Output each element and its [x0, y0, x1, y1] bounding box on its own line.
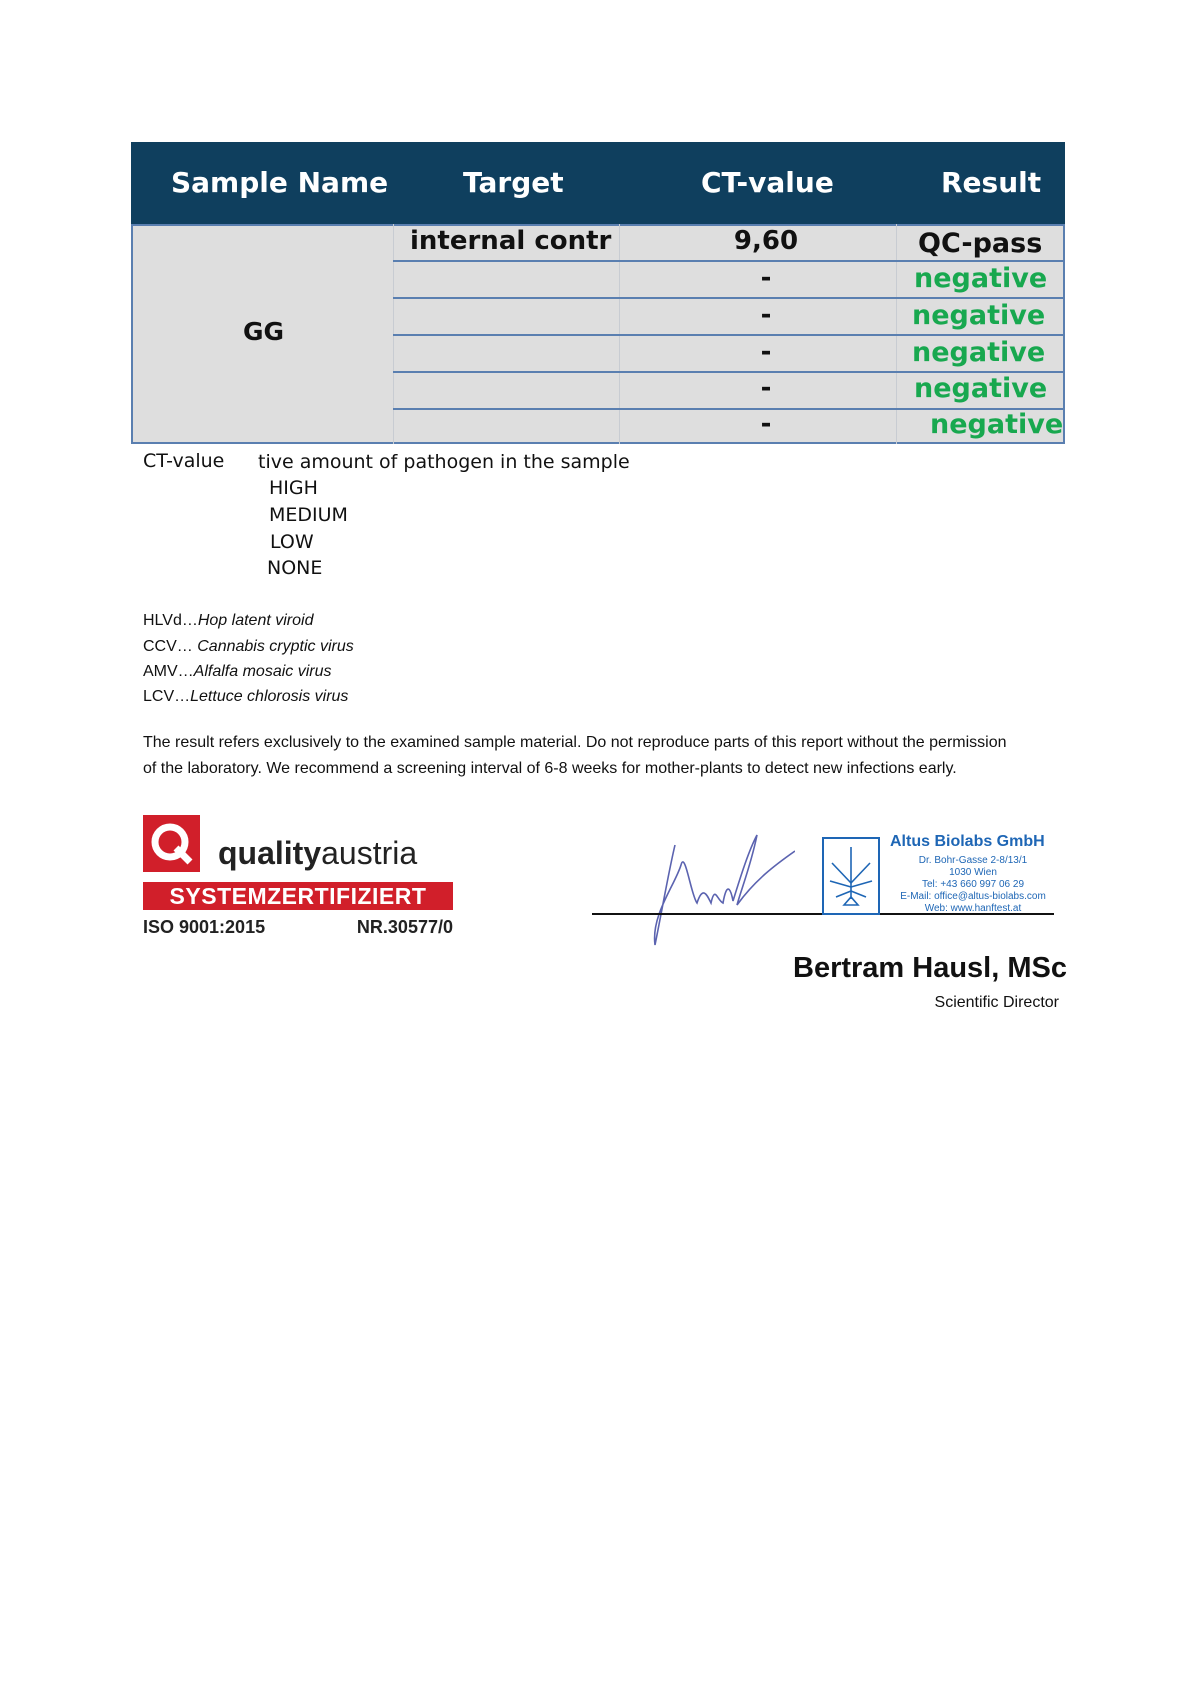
company-stamp — [822, 833, 1062, 921]
stamp-tel: Tel: +43 660 997 06 29 — [921, 879, 1025, 890]
disclaimer-line-2: of the laboratory. We recommend a screening interval of 6-8 weeks for mother-plants to detect new infections early. — [143, 760, 957, 777]
disclaimer — [143, 730, 1083, 782]
signatory-title: Scientific Director — [934, 994, 1059, 1011]
header-target: Target — [463, 166, 564, 199]
results-table — [131, 142, 1065, 444]
virus-item: AMV…Alfalfa mosaic virus — [143, 663, 332, 680]
certificate-number: NR.30577/0 — [356, 917, 453, 937]
row-1-ct: 9,60 — [733, 226, 799, 256]
disclaimer-line-1: The result refers exclusively to the examined sample material. Do not reproduce parts of this report without the permission — [143, 734, 1007, 751]
virus-item: HLVd…Hop latent viroid — [143, 612, 314, 629]
legend-level-none: NONE — [267, 557, 323, 579]
virus-item: LCV…Lettuce chlorosis virus — [143, 688, 349, 705]
stamp-city: 1030 Wien — [949, 867, 997, 878]
row-3-ct: - — [760, 300, 772, 330]
legend-level-low: LOW — [270, 531, 314, 553]
iso-standard: ISO 9001:2015 — [143, 917, 266, 937]
stamp-company: Altus Biolabs GmbH — [890, 833, 1045, 850]
row-4-result: negative — [912, 337, 1046, 368]
row-4-ct: - — [760, 337, 772, 367]
virus-item: CCV… Cannabis cryptic virus — [143, 638, 354, 655]
row-6-result: negative — [930, 409, 1064, 440]
header-ct-value: CT-value — [701, 166, 834, 199]
quality-austria-logo — [143, 815, 455, 937]
stamp-web: Web: www.hanftest.at — [924, 903, 1022, 914]
signature-image — [645, 825, 795, 950]
row-1-result: QC-pass — [918, 228, 1043, 259]
legend-level-medium: MEDIUM — [269, 504, 348, 526]
quality-austria-wordmark: qualityaustria — [218, 835, 418, 871]
row-5-ct: - — [760, 373, 772, 403]
legend-level-high: HIGH — [269, 477, 318, 499]
system-certified-band: SYSTEMZERTIFIZIERT — [143, 882, 453, 910]
cannabis-leaf-icon — [822, 837, 880, 915]
legend-label: CT-value — [143, 450, 225, 472]
row-5-result: negative — [914, 373, 1048, 404]
row-2-ct: - — [760, 263, 772, 293]
signatory-name: Bertram Hausl, MSc — [793, 952, 1067, 984]
row-1-target: internal contr — [410, 226, 612, 256]
row-3-result: negative — [912, 300, 1046, 331]
sample-name-cell: GG — [243, 317, 285, 346]
header-sample-name: Sample Name — [171, 166, 389, 199]
stamp-email: E-Mail: office@altus-biolabs.com — [900, 891, 1046, 902]
row-2-result: negative — [914, 263, 1048, 294]
legend-description: tive amount of pathogen in the sample — [258, 451, 630, 473]
q-logo-icon — [143, 815, 200, 872]
stamp-street: Dr. Bohr-Gasse 2-8/13/1 — [918, 855, 1028, 866]
table-header — [131, 142, 1065, 224]
row-6-ct: - — [760, 409, 772, 439]
header-result: Result — [941, 166, 1042, 199]
